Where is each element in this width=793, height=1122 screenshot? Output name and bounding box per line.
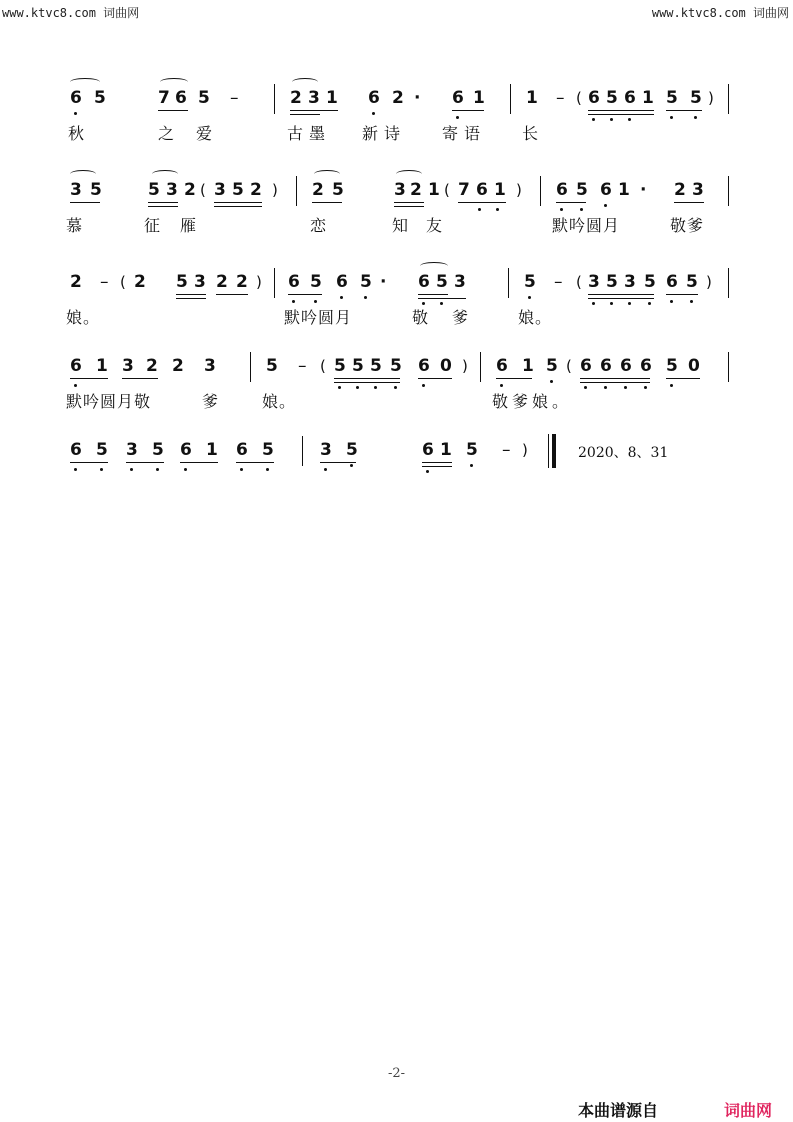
- beam: [236, 462, 274, 463]
- note: 1: [326, 88, 338, 108]
- lyric: 知: [392, 216, 410, 235]
- beam: [334, 382, 400, 383]
- octave-dot-low: [364, 296, 367, 299]
- octave-dot-low: [628, 302, 631, 305]
- site-watermark-right: www.ktvc8.com 词曲网: [651, 6, 789, 20]
- octave-dot-low: [266, 468, 269, 471]
- octave-dot-low: [74, 468, 77, 471]
- beam: [288, 294, 322, 295]
- note: 1: [642, 88, 654, 108]
- note: 5: [606, 88, 618, 108]
- note: 6: [422, 440, 434, 460]
- note: 1: [522, 356, 534, 376]
- octave-dot-low: [338, 386, 341, 389]
- octave-dot-low: [74, 112, 77, 115]
- beam: [158, 110, 188, 111]
- note: 1: [494, 180, 506, 200]
- open-paren: (: [444, 181, 450, 199]
- octave-dot-low: [648, 302, 651, 305]
- note: 6: [556, 180, 568, 200]
- close-paren: ): [256, 273, 262, 291]
- note: 5: [266, 356, 278, 376]
- beam: [418, 294, 448, 295]
- augmentation-dot: ·: [380, 272, 387, 292]
- close-paren: ): [272, 181, 278, 199]
- lyric: 敬: [412, 308, 430, 327]
- beam: [422, 466, 452, 467]
- note: 5: [334, 356, 346, 376]
- note: 5: [346, 440, 358, 460]
- octave-dot-low: [694, 116, 697, 119]
- note: 6: [600, 356, 612, 376]
- beam: [148, 202, 178, 203]
- beam: [666, 294, 698, 295]
- note: 5: [436, 272, 448, 292]
- beam: [70, 378, 108, 379]
- dash: –: [554, 272, 563, 292]
- note: 5: [310, 272, 322, 292]
- beam: [122, 378, 158, 379]
- octave-dot-low: [670, 300, 673, 303]
- beam: [214, 202, 262, 203]
- note: 1: [206, 440, 218, 460]
- octave-dot-low: [500, 384, 503, 387]
- note: 2: [172, 356, 184, 376]
- note: 3: [692, 180, 704, 200]
- octave-dot-low: [610, 118, 613, 121]
- page-number: -2-: [388, 1066, 406, 1081]
- beam: [588, 298, 654, 299]
- note: 3: [126, 440, 138, 460]
- octave-dot-low: [496, 208, 499, 211]
- notation-line: [0, 180, 793, 210]
- dash: –: [230, 88, 239, 108]
- notation-line: [0, 356, 793, 386]
- note: 2: [184, 180, 196, 200]
- bar-line: [728, 84, 729, 114]
- beam: [496, 378, 532, 379]
- note: 2: [392, 88, 404, 108]
- note: 3: [394, 180, 406, 200]
- octave-dot-low: [156, 468, 159, 471]
- open-paren: (: [566, 357, 572, 375]
- note: 1: [440, 440, 452, 460]
- octave-dot-low: [374, 386, 377, 389]
- octave-dot-low: [74, 384, 77, 387]
- octave-dot-low: [628, 118, 631, 121]
- dash: –: [298, 356, 307, 376]
- note: 6: [418, 356, 430, 376]
- note: 6: [496, 356, 508, 376]
- bar-line: [728, 352, 729, 382]
- note: 0: [688, 356, 700, 376]
- bar-line: [302, 436, 303, 466]
- octave-dot-low: [372, 112, 375, 115]
- note: 6: [175, 88, 187, 108]
- note: 5: [176, 272, 188, 292]
- close-paren: ): [706, 273, 712, 291]
- note: 3: [214, 180, 226, 200]
- octave-dot-low: [584, 386, 587, 389]
- beam: [556, 202, 586, 203]
- note: 6: [588, 88, 600, 108]
- lyric: 娘。: [262, 392, 297, 411]
- note: 3: [320, 440, 332, 460]
- octave-dot-low: [604, 386, 607, 389]
- octave-dot-low: [456, 116, 459, 119]
- note: 5: [546, 356, 558, 376]
- note: 5: [262, 440, 274, 460]
- lyric: 征: [144, 216, 162, 235]
- note: 5: [524, 272, 536, 292]
- octave-dot-low: [592, 302, 595, 305]
- bar-line: [510, 84, 511, 114]
- lyric: 娘。: [518, 308, 553, 327]
- octave-dot-low: [592, 118, 595, 121]
- note: 1: [428, 180, 440, 200]
- octave-dot-low: [670, 116, 673, 119]
- note: 5: [390, 356, 402, 376]
- augmentation-dot: ·: [414, 88, 421, 108]
- octave-dot-low: [560, 208, 563, 211]
- close-paren: ): [462, 357, 468, 375]
- octave-dot-low: [340, 296, 343, 299]
- note: 2: [70, 272, 82, 292]
- beam: [394, 206, 424, 207]
- octave-dot-low: [690, 300, 693, 303]
- note: 1: [526, 88, 538, 108]
- octave-dot-low: [580, 208, 583, 211]
- close-paren: ): [522, 441, 528, 459]
- octave-dot-low: [478, 208, 481, 211]
- note: 2: [290, 88, 302, 108]
- octave-dot-low: [394, 386, 397, 389]
- beam: [180, 462, 218, 463]
- notation-line: [0, 272, 793, 302]
- beam: [422, 462, 452, 463]
- dash: –: [502, 440, 511, 460]
- note: 3: [194, 272, 206, 292]
- octave-dot-low: [610, 302, 613, 305]
- beam: [176, 298, 206, 299]
- bar-line: [508, 268, 509, 298]
- note: 1: [96, 356, 108, 376]
- lyric: 恋: [310, 216, 328, 235]
- beam: [588, 294, 654, 295]
- beam: [290, 114, 320, 115]
- lyric: 默吟圆月: [552, 216, 621, 235]
- open-paren: (: [576, 273, 582, 291]
- note: 5: [360, 272, 372, 292]
- note: 6: [288, 272, 300, 292]
- note: 3: [624, 272, 636, 292]
- lyric: 长: [522, 124, 540, 143]
- octave-dot-low: [422, 302, 425, 305]
- note: 6: [640, 356, 652, 376]
- note: 2: [146, 356, 158, 376]
- note: 2: [216, 272, 228, 292]
- note: 6: [418, 272, 430, 292]
- note: 6: [368, 88, 380, 108]
- note: 1: [473, 88, 485, 108]
- beam: [588, 114, 654, 115]
- bar-line: [274, 84, 275, 114]
- bar-line: [480, 352, 481, 382]
- beam: [418, 378, 452, 379]
- octave-dot-low: [356, 386, 359, 389]
- octave-dot-low: [292, 300, 295, 303]
- date-stamp: 2020、8、31: [578, 445, 669, 461]
- octave-dot-low: [440, 302, 443, 305]
- beam: [290, 110, 338, 111]
- note: 5: [332, 180, 344, 200]
- beam: [674, 202, 704, 203]
- dash: –: [100, 272, 109, 292]
- site-watermark-left: www.ktvc8.com 词曲网: [2, 6, 140, 20]
- note: 6: [580, 356, 592, 376]
- close-paren: ): [708, 89, 714, 107]
- bar-line: [250, 352, 251, 382]
- note: 3: [588, 272, 600, 292]
- open-paren: (: [320, 357, 326, 375]
- beam: [70, 462, 108, 463]
- beam: [126, 462, 164, 463]
- lyric: 敬爹: [670, 216, 705, 235]
- note: 5: [686, 272, 698, 292]
- note: 5: [606, 272, 618, 292]
- octave-dot-low: [184, 468, 187, 471]
- note: 6: [180, 440, 192, 460]
- note: 2: [134, 272, 146, 292]
- note: 6: [600, 180, 612, 200]
- note: 7: [458, 180, 470, 200]
- octave-dot-low: [240, 468, 243, 471]
- octave-dot-low: [644, 386, 647, 389]
- beam: [214, 206, 262, 207]
- final-bar-thin: [548, 434, 549, 468]
- slur: [292, 78, 318, 86]
- note: 6: [476, 180, 488, 200]
- note: 5: [90, 180, 102, 200]
- beam: [334, 378, 400, 379]
- lyric: 默吟圆月: [284, 308, 353, 327]
- octave-dot-low: [100, 468, 103, 471]
- note: 6: [236, 440, 248, 460]
- note: 2: [312, 180, 324, 200]
- source-label: 本曲谱源自: [578, 1101, 659, 1120]
- octave-dot-low: [314, 300, 317, 303]
- octave-dot-low: [550, 380, 553, 383]
- beam: [588, 110, 654, 111]
- octave-dot-low: [528, 296, 531, 299]
- dash: –: [556, 88, 565, 108]
- lyric: 爹: [452, 308, 470, 327]
- beam: [312, 202, 342, 203]
- lyric: 寄语: [442, 124, 487, 143]
- note: 1: [618, 180, 630, 200]
- slur: [420, 262, 448, 270]
- lyric: 古墨: [287, 124, 332, 143]
- note: 2: [674, 180, 686, 200]
- note: 6: [70, 440, 82, 460]
- lyric: 默吟圆月敬: [66, 392, 152, 411]
- note: 5: [94, 88, 106, 108]
- note: 6: [666, 272, 678, 292]
- note: 5: [352, 356, 364, 376]
- bar-line: [540, 176, 541, 206]
- slur: [70, 78, 100, 86]
- beam: [216, 294, 248, 295]
- note: 5: [232, 180, 244, 200]
- final-bar-thick: [552, 434, 556, 468]
- lyric: 雁: [180, 216, 198, 235]
- note: 2: [250, 180, 262, 200]
- beam: [70, 202, 100, 203]
- note: 5: [644, 272, 656, 292]
- notation-line: [0, 440, 793, 470]
- note: 3: [70, 180, 82, 200]
- lyric: 娘。: [66, 308, 101, 327]
- note: 3: [454, 272, 466, 292]
- lyric: 慕: [66, 216, 84, 235]
- note: 5: [96, 440, 108, 460]
- note: 5: [666, 88, 678, 108]
- bar-line: [728, 176, 729, 206]
- note: 3: [308, 88, 320, 108]
- note: 5: [370, 356, 382, 376]
- note: 5: [466, 440, 478, 460]
- slur: [152, 170, 178, 178]
- octave-dot-low: [604, 204, 607, 207]
- octave-dot-low: [426, 470, 429, 473]
- lyric: 敬爹娘。: [492, 392, 573, 411]
- bar-line: [274, 268, 275, 298]
- note: 0: [440, 356, 452, 376]
- note: 6: [624, 88, 636, 108]
- octave-dot-low: [324, 468, 327, 471]
- note: 6: [452, 88, 464, 108]
- beam: [320, 462, 356, 463]
- note: 5: [690, 88, 702, 108]
- beam: [176, 294, 206, 295]
- beam: [666, 378, 700, 379]
- note: 3: [204, 356, 216, 376]
- note: 6: [70, 356, 82, 376]
- augmentation-dot: ·: [640, 180, 647, 200]
- beam: [418, 298, 466, 299]
- octave-dot-low: [130, 468, 133, 471]
- slur: [396, 170, 422, 178]
- octave-dot-low: [350, 464, 353, 467]
- beam: [394, 202, 424, 203]
- note: 3: [166, 180, 178, 200]
- note: 6: [70, 88, 82, 108]
- lyric: 爹: [202, 392, 220, 411]
- note: 7: [158, 88, 170, 108]
- lyric: 之爱: [158, 124, 235, 143]
- note: 6: [336, 272, 348, 292]
- octave-dot-low: [624, 386, 627, 389]
- note: 5: [148, 180, 160, 200]
- open-paren: (: [120, 273, 126, 291]
- bar-line: [296, 176, 297, 206]
- lyric: 新诗: [362, 124, 407, 143]
- beam: [452, 110, 484, 111]
- note: 2: [410, 180, 422, 200]
- note: 5: [576, 180, 588, 200]
- octave-dot-low: [470, 464, 473, 467]
- beam: [580, 378, 650, 379]
- note: 5: [666, 356, 678, 376]
- bar-line: [728, 268, 729, 298]
- close-paren: ): [516, 181, 522, 199]
- octave-dot-low: [422, 384, 425, 387]
- note: 2: [236, 272, 248, 292]
- slur: [70, 170, 96, 178]
- open-paren: (: [200, 181, 206, 199]
- lyric: 友: [426, 216, 444, 235]
- slur: [314, 170, 340, 178]
- lyric: 秋: [68, 124, 86, 143]
- beam: [580, 382, 650, 383]
- beam: [458, 202, 506, 203]
- note: 3: [122, 356, 134, 376]
- beam: [666, 110, 702, 111]
- note: 5: [152, 440, 164, 460]
- beam: [148, 206, 178, 207]
- notation-line: [0, 88, 793, 118]
- slur: [160, 78, 188, 86]
- note: 5: [198, 88, 210, 108]
- brand-logo-text[interactable]: 词曲网: [724, 1101, 773, 1120]
- octave-dot-low: [670, 384, 673, 387]
- open-paren: (: [576, 89, 582, 107]
- note: 6: [620, 356, 632, 376]
